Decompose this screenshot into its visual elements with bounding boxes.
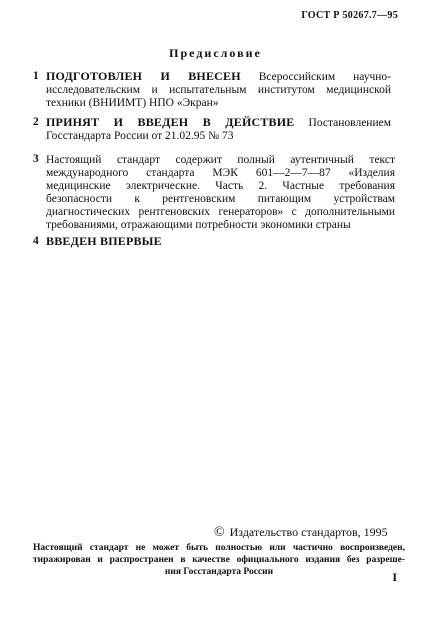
preface-item-1 bbox=[33, 70, 391, 110]
item-caps-label: ПОДГОТОВЛЕН И ВНЕСЕН bbox=[46, 69, 241, 83]
page-title: Предисловие bbox=[169, 46, 262, 60]
item-text: Настоящий стандарт содержит полный аутентичный текст международного стандарта МЭК 601—2—7—87 «Изделия медицинские электрические. Часть 2. Частные требования безопасности к рентгеновским питающим устройствам диагностических рентгеновских генераторов» с дополнительными требованиями, отражающими потребности экономики страны bbox=[46, 154, 395, 231]
item-caps-label: ПРИНЯТ И ВВЕДЕН В ДЕЙСТВИЕ bbox=[46, 115, 295, 129]
item-number: 4 bbox=[33, 235, 39, 247]
notice-line: ния Госстандарта России bbox=[164, 567, 274, 577]
item-number: 3 bbox=[33, 153, 39, 165]
copyright-text: Издательство стандартов, 1995 bbox=[229, 525, 388, 539]
notice-line: Настоящий стандарт не может быть полностью или частично воспроизведен, bbox=[33, 543, 405, 553]
standard-code: ГОСТ Р 50267.7—95 bbox=[301, 10, 398, 21]
page-number: I bbox=[392, 570, 397, 584]
item-caps-label: ВВЕДЕН ВПЕРВЫЕ bbox=[46, 234, 162, 248]
preface-item-3 bbox=[33, 153, 395, 232]
reproduction-notice bbox=[33, 542, 405, 578]
item-text: Всероссийским научно-исследовательским и испытательным институтом медицинской техники (ВНИИМТ) НПО «Экран» bbox=[46, 71, 392, 109]
notice-line: тиражирован и распространен в качестве официального издания без разреше- bbox=[33, 555, 405, 565]
item-number: 1 bbox=[33, 70, 39, 82]
preface-item-4 bbox=[33, 235, 391, 249]
copyright-icon: © bbox=[214, 525, 225, 540]
copyright-line bbox=[214, 525, 388, 541]
preface-item-2 bbox=[33, 116, 391, 143]
item-number: 2 bbox=[33, 116, 39, 128]
item-text: Постановлением Госстандарта России от 21.02.95 № 73 bbox=[46, 117, 391, 142]
